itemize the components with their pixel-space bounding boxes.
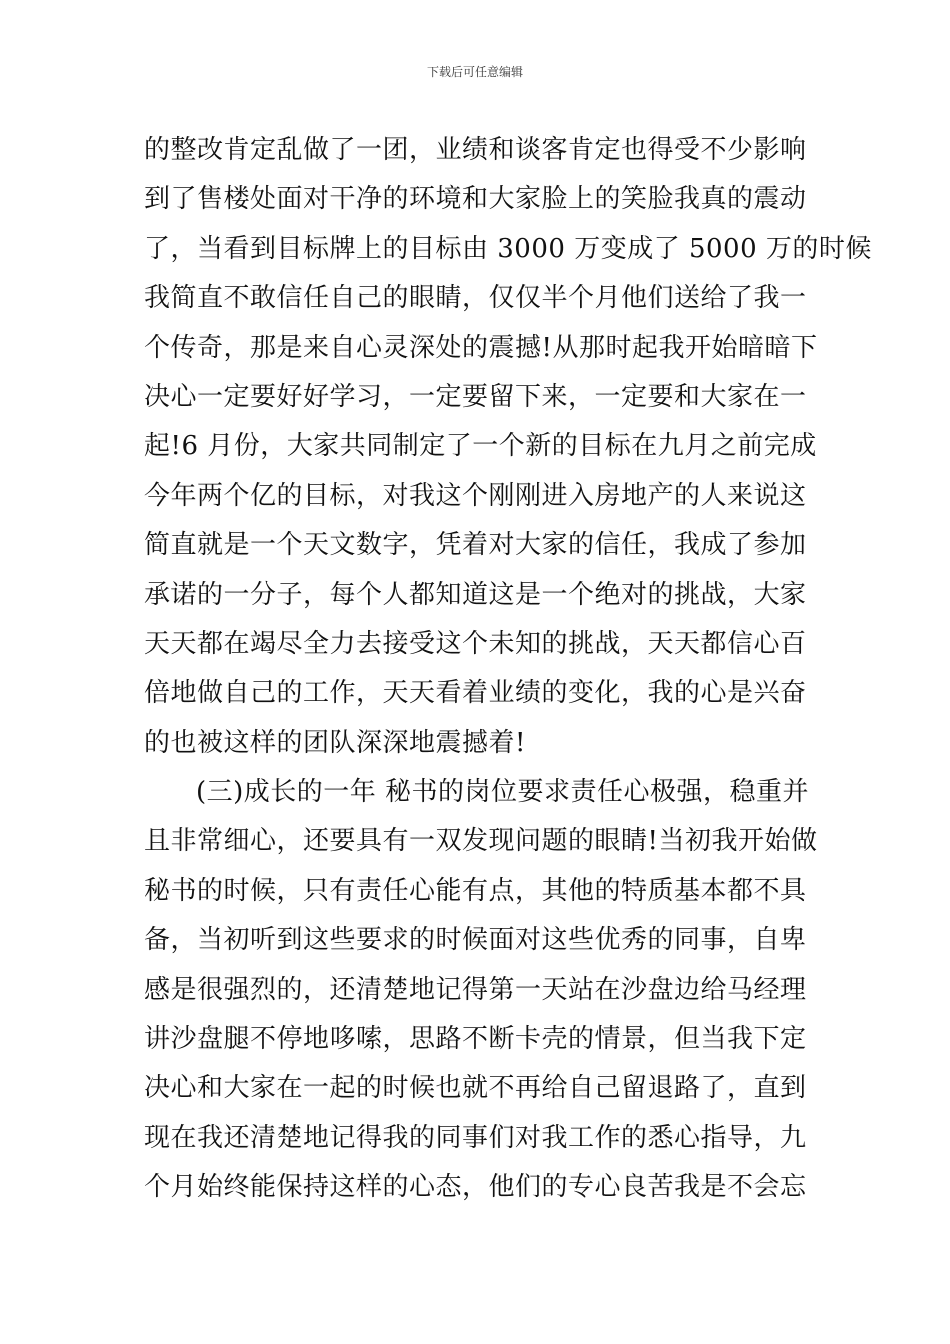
text-line: 今年两个亿的目标，对我这个刚刚进入房地产的人来说这 bbox=[144, 480, 807, 511]
section-heading-line: (三)成长的一年 秘书的岗位要求责任心极强，稳重并 bbox=[196, 777, 810, 808]
text-line: 决心一定要好好学习，一定要留下来，一定要和大家在一 bbox=[144, 381, 807, 412]
text-line: 承诺的一分子，每个人都知道这是一个绝对的挑战，大家 bbox=[144, 579, 807, 610]
text-line: 起!6 月份，大家共同制定了一个新的目标在九月之前完成 bbox=[144, 431, 817, 462]
text-line: 到了售楼处面对干净的环境和大家脸上的笑脸我真的震动 bbox=[144, 184, 807, 215]
text-line: 现在我还清楚地记得我的同事们对我工作的悉心指导，九 bbox=[144, 1122, 807, 1153]
text-line: 个月始终能保持这样的心态，他们的专心良苦我是不会忘 bbox=[144, 1172, 807, 1203]
text-line: 决心和大家在一起的时候也就不再给自己留退路了，直到 bbox=[144, 1073, 807, 1104]
document-body bbox=[144, 126, 872, 1213]
text-line: 天天都在竭尽全力去接受这个未知的挑战，天天都信心百 bbox=[144, 628, 807, 659]
text-line: 倍地做自己的工作，天天看着业绩的变化，我的心是兴奋 bbox=[144, 678, 807, 709]
text-line: 秘书的时候，只有责任心能有点，其他的特质基本都不具 bbox=[144, 875, 807, 906]
text-line: 备，当初听到这些要求的时候面对这些优秀的同事，自卑 bbox=[144, 925, 807, 956]
text-line: 个传奇，那是来自心灵深处的震撼!从那时起我开始暗暗下 bbox=[144, 332, 818, 363]
text-line: 且非常细心，还要具有一双发现问题的眼睛!当初我开始做 bbox=[144, 826, 818, 857]
text-line: 讲沙盘腿不停地哆嗦，思路不断卡壳的情景，但当我下定 bbox=[144, 1024, 807, 1055]
page-header: 下载后可任意编辑 bbox=[426, 65, 523, 79]
text-line: 的也被这样的团队深深地震撼着! bbox=[144, 727, 526, 758]
text-line: 了，当看到目标牌上的目标由 3000 万变成了 5000 万的时候 bbox=[144, 233, 872, 264]
text-line: 的整改肯定乱做了一团，业绩和谈客肯定也得受不少影响 bbox=[144, 135, 807, 165]
text-line: 感是很强烈的，还清楚地记得第一天站在沙盘边给马经理 bbox=[144, 974, 807, 1005]
text-line: 简直就是一个天文数字，凭着对大家的信任，我成了参加 bbox=[144, 530, 807, 561]
text-line: 我简直不敢信任自己的眼睛，仅仅半个月他们送给了我一 bbox=[144, 283, 807, 314]
